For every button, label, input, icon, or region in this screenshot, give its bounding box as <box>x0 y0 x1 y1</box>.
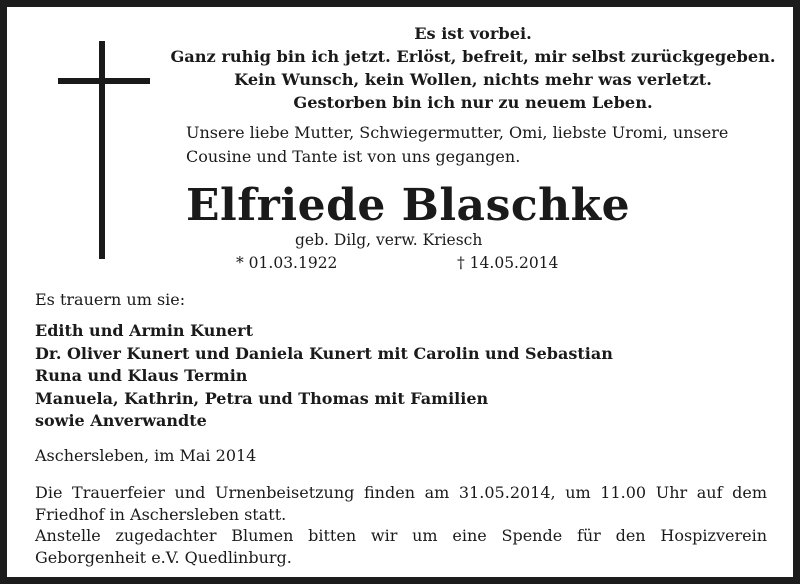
deceased-maiden-name: geb. Dilg, verw. Kriesch <box>295 231 483 249</box>
mourner-line: sowie Anverwandte <box>35 411 207 430</box>
intro-text <box>186 121 776 169</box>
details-line: Geborgenheit e.V. Quedlinburg. <box>35 547 292 567</box>
poem <box>168 22 778 114</box>
mourners-list <box>35 320 613 433</box>
mourner-line: Manuela, Kathrin, Petra und Thomas mit Familien <box>35 388 489 408</box>
poem-line: Kein Wunsch, kein Wollen, nichts mehr was verletzt. <box>234 70 712 89</box>
deceased-name: Elfriede Blaschke <box>186 180 631 231</box>
poem-line: Es ist vorbei. <box>414 24 532 43</box>
death-date: † 14.05.2014 <box>457 254 559 272</box>
mourner-line: Dr. Oliver Kunert und Daniela Kunert mit Carolin und Sebastian <box>35 343 613 363</box>
funeral-details <box>35 482 767 568</box>
mourner-line: Runa und Klaus Termin <box>35 366 248 385</box>
cross-icon-bar <box>58 78 150 84</box>
details-line: Anstelle zugedachter Blumen bitten wir um eine Spende für den Hospizverein <box>35 526 767 545</box>
place-date: Aschersleben, im Mai 2014 <box>35 446 257 465</box>
birth-date: * 01.03.1922 <box>236 254 338 272</box>
cross-icon <box>99 41 105 259</box>
details-line: Friedhof in Aschersleben statt. <box>35 504 287 524</box>
mourning-intro: Es trauern um sie: <box>35 290 186 309</box>
mourner-line: Edith und Armin Kunert <box>35 321 253 340</box>
poem-line: Gestorben bin ich nur zu neuem Leben. <box>293 93 653 112</box>
intro-line: Cousine und Tante ist von uns gegangen. <box>186 147 521 166</box>
intro-line: Unsere liebe Mutter, Schwiegermutter, Omi, liebste Uromi, unsere <box>186 123 729 142</box>
details-line: Die Trauerfeier und Urnenbeisetzung finden am 31.05.2014, um 11.00 Uhr auf dem <box>35 483 767 502</box>
poem-line: Ganz ruhig bin ich jetzt. Erlöst, befreit, mir selbst zurückgegeben. <box>170 47 776 66</box>
